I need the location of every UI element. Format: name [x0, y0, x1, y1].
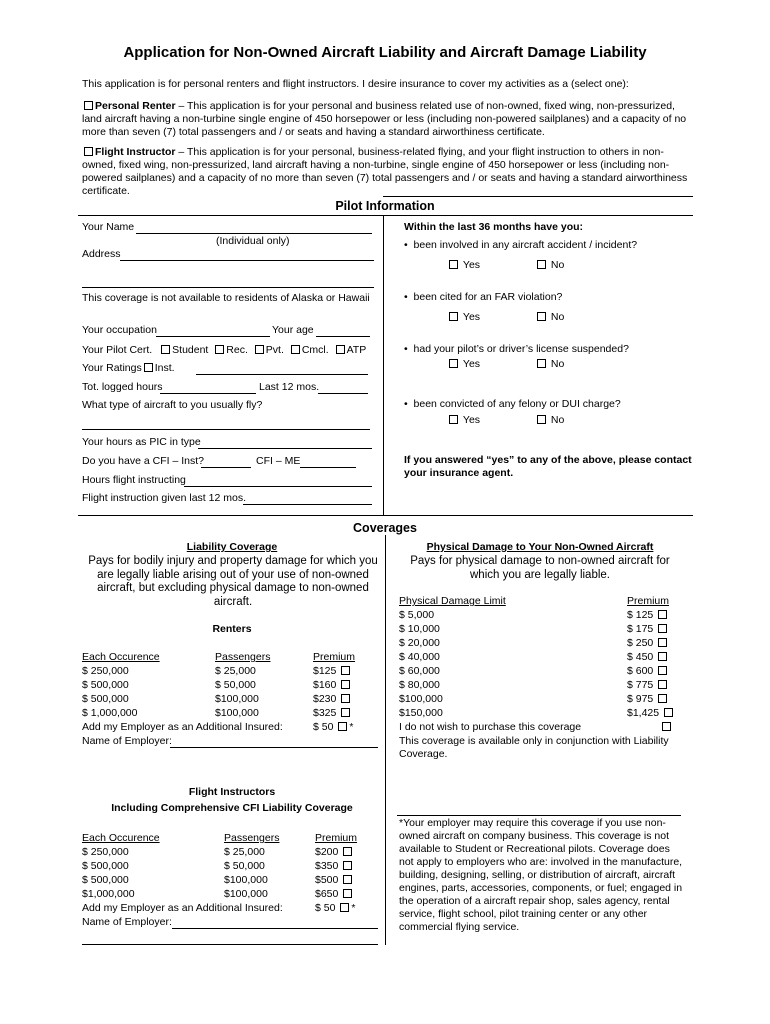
- no-label: No: [550, 311, 565, 323]
- renters-occurrence: $ 250,000: [82, 665, 129, 677]
- physical-limit: $ 40,000: [399, 651, 440, 663]
- renters-passengers: $ 25,000: [215, 665, 256, 677]
- address-label: Address: [82, 248, 121, 260]
- instructors-employer-name-label: Name of Employer:: [82, 916, 172, 928]
- instructors-occurrence: $ 500,000: [82, 874, 129, 886]
- question-4-text: been convicted of any felony or DUI charge?: [413, 398, 621, 410]
- personal-renter-option: [82, 100, 692, 139]
- physical-desc: Pays for physical damage to non-owned aircraft for which you are legally liable.: [410, 555, 670, 581]
- no-label: No: [550, 414, 565, 426]
- instructors-occurrence: $1,000,000: [82, 888, 135, 900]
- last12-label: Last 12 mos.: [259, 381, 320, 393]
- divider: [78, 515, 693, 516]
- footnote: *Your employer may require this coverage if you use non-owned aircraft on company business. This coverage is not available to Student or Recreational pilots. Coverage does not apply to employers who are: involved in the manufacture, building, designing, selling, or distribution of aircraft, aircraft engines, parts, accessories, components, or fuel; engaged in the operation of a aircraft repair shop, sales agency, rental service, flight school, pilot training center or any other commercial flying service.: [399, 817, 683, 933]
- flight-instructor-option: [82, 146, 692, 198]
- physical-limit: $ 20,000: [399, 637, 440, 649]
- physical-limit: $ 80,000: [399, 679, 440, 691]
- logged-hours-label: Tot. logged hours: [82, 381, 163, 393]
- cert-cmcl-label: Cmcl.: [301, 344, 329, 356]
- renters-employer-checkbox[interactable]: [338, 722, 347, 731]
- individual-only-note: (Individual only): [216, 235, 290, 247]
- q1-yes-checkbox[interactable]: [449, 260, 458, 269]
- instructors-premium: $650: [315, 888, 339, 900]
- instructors-passengers: $ 50,000: [224, 860, 265, 872]
- ratings-field[interactable]: [196, 362, 368, 375]
- q3-no-checkbox[interactable]: [537, 359, 546, 368]
- physical-premium: $ 250: [627, 637, 654, 649]
- occupation-label: Your occupation: [82, 324, 157, 336]
- physical-header-limit: Physical Damage Limit: [399, 595, 506, 607]
- q2-yes[interactable]: [447, 311, 480, 324]
- page-title: Application for Non-Owned Aircraft Liability and Aircraft Damage Liability: [123, 44, 647, 61]
- yes-label: Yes: [462, 414, 481, 426]
- renters-option-checkbox[interactable]: [341, 708, 350, 717]
- physical-premium: $ 450: [627, 651, 654, 663]
- physical-limit: $ 5,000: [399, 609, 435, 621]
- question-1: [404, 239, 637, 252]
- physical-premium: $ 975: [627, 693, 654, 705]
- physical-option-checkbox[interactable]: [658, 652, 667, 661]
- liability-title: Liability Coverage: [186, 541, 278, 553]
- bullet: •: [404, 343, 408, 355]
- cert-cmcl-checkbox[interactable]: [291, 345, 300, 354]
- divider: [78, 215, 693, 216]
- instructors-employer-premium: $ 50: [315, 902, 336, 914]
- instructors-employer-name-field-2[interactable]: [82, 932, 378, 945]
- renters-employer-name-field[interactable]: [170, 735, 378, 748]
- instructors-occurrence: $ 500,000: [82, 860, 129, 872]
- renters-occurrence: $ 1,000,000: [82, 707, 138, 719]
- divider: [383, 215, 384, 515]
- hours-instructing-field[interactable]: [184, 474, 372, 487]
- renters-premium: $230: [313, 693, 337, 705]
- flight-instructor-text: – This application is for your personal, business-related flying, and your flight instruction to others in non-owned, fixed wing, non-pressurized, land aircraft having a non-turbine, single engine of 450 horsepower or less (including non-powered sailplanes) and a capacity of no more than seven (7) total passengers and / or seats and having a standard airworthiness certificate.: [82, 146, 688, 197]
- q4-yes[interactable]: [447, 414, 480, 427]
- address-field-2[interactable]: [82, 275, 374, 288]
- liability-desc: Pays for bodily injury and property damage for which you are legally liable arising out of your use of non-owned aircraft, but excluding physical damage to non-owned aircraft.: [88, 555, 378, 608]
- instructors-title: Flight Instructors: [188, 786, 276, 798]
- hours-instructing-label: Hours flight instructing: [82, 474, 186, 486]
- cert-pvt-label: Pvt.: [265, 344, 284, 356]
- instructors-header-passengers: Passengers: [224, 832, 280, 844]
- divider: [397, 815, 681, 816]
- intro-text: This application is for personal renters and flight instructors. I desire insurance to cover my activities as a (select one):: [82, 78, 629, 90]
- pilot-cert-row: [82, 344, 366, 357]
- inst-checkbox[interactable]: [144, 363, 153, 372]
- physical-limit: $ 10,000: [399, 623, 440, 635]
- renters-occurrence: $ 500,000: [82, 693, 129, 705]
- question-4: [404, 398, 621, 411]
- question-2-text: been cited for an FAR violation?: [413, 291, 563, 303]
- divider: [385, 535, 386, 945]
- personal-renter-label: Personal Renter: [95, 100, 176, 112]
- ratings-row: [82, 362, 175, 375]
- physical-option-checkbox[interactable]: [658, 680, 667, 689]
- renters-title: Renters: [212, 623, 252, 635]
- no-label: No: [550, 259, 565, 271]
- alaska-note: This coverage is not available to residents of Alaska or Hawaii: [82, 292, 370, 304]
- bullet: •: [404, 239, 408, 251]
- cfi-me-label: CFI – ME: [256, 455, 301, 467]
- ratings-label: Your Ratings: [82, 362, 142, 374]
- instructors-passengers: $100,000: [224, 874, 268, 886]
- yes-label: Yes: [462, 259, 481, 271]
- instruction-12-label: Flight instruction given last 12 mos.: [82, 492, 246, 504]
- instructors-occurrence: $ 250,000: [82, 846, 129, 858]
- divider: [383, 196, 693, 197]
- renters-option-checkbox[interactable]: [341, 680, 350, 689]
- question-2: [404, 291, 562, 304]
- instructors-employer-checkbox[interactable]: [340, 903, 349, 912]
- physical-option-checkbox[interactable]: [658, 638, 667, 647]
- renters-premium: $160: [313, 679, 337, 691]
- renters-premium: $325: [313, 707, 337, 719]
- instructors-employer-line: Add my Employer as an Additional Insured:: [82, 902, 283, 914]
- instruction-12-field[interactable]: [243, 492, 372, 505]
- renters-header-premium: Premium: [313, 651, 356, 663]
- age-label: Your age: [272, 324, 314, 336]
- flight-instructor-checkbox[interactable]: [84, 147, 93, 156]
- renters-premium: $125: [313, 665, 337, 677]
- renters-passengers: $100,000: [215, 707, 259, 719]
- physical-limit: $150,000: [399, 707, 443, 719]
- renters-passengers: $ 50,000: [215, 679, 256, 691]
- renters-option-checkbox[interactable]: [341, 666, 350, 675]
- cert-atp-checkbox[interactable]: [336, 345, 345, 354]
- pilot-cert-label: Your Pilot Cert.: [82, 344, 153, 356]
- instructors-premium: $350: [315, 860, 339, 872]
- instructors-header-occurrence: Each Occurence: [82, 832, 160, 844]
- physical-premium: $ 125: [627, 609, 654, 621]
- q4-no-checkbox[interactable]: [537, 415, 546, 424]
- q2-no-checkbox[interactable]: [537, 312, 546, 321]
- aircraft-type-field[interactable]: [82, 417, 370, 430]
- instructors-premium: $200: [315, 846, 339, 858]
- aircraft-type-label: What type of aircraft to you usually fly?: [82, 399, 263, 411]
- instructors-option-checkbox[interactable]: [343, 861, 352, 870]
- personal-renter-checkbox[interactable]: [84, 101, 93, 110]
- cert-student-label: Student: [172, 344, 209, 356]
- physical-option-checkbox[interactable]: [658, 694, 667, 703]
- renters-option-checkbox[interactable]: [341, 694, 350, 703]
- physical-option-checkbox[interactable]: [658, 624, 667, 633]
- physical-header-premium: Premium: [627, 595, 670, 607]
- renters-passengers: $100,000: [215, 693, 259, 705]
- cert-rec-checkbox[interactable]: [215, 345, 224, 354]
- instructors-employer-name-field[interactable]: [172, 916, 378, 929]
- occupation-field[interactable]: [156, 324, 270, 337]
- q1-no[interactable]: [535, 259, 564, 272]
- no-label: No: [550, 358, 565, 370]
- instructors-passengers: $ 25,000: [224, 846, 265, 858]
- cfi-inst-label: Do you have a CFI – Inst?: [82, 455, 204, 467]
- question-1-text: been involved in any aircraft accident / incident?: [413, 239, 638, 251]
- q2-yes-checkbox[interactable]: [449, 312, 458, 321]
- physical-decline-checkbox[interactable]: [662, 722, 671, 731]
- your-name-label: Your Name: [82, 221, 135, 233]
- q4-yes-checkbox[interactable]: [449, 415, 458, 424]
- renters-header-occurrence: Each Occurence: [82, 651, 160, 663]
- physical-premium: $ 775: [627, 679, 654, 691]
- physical-premium: $ 175: [627, 623, 654, 635]
- asterisk: *: [349, 721, 354, 733]
- renters-occurrence: $ 500,000: [82, 679, 129, 691]
- q3-no[interactable]: [535, 358, 564, 371]
- physical-premium: $1,425: [627, 707, 660, 719]
- cert-student-checkbox[interactable]: [161, 345, 170, 354]
- renters-employer-premium: $ 50: [313, 721, 334, 733]
- physical-decline-label: I do not wish to purchase this coverage: [399, 721, 582, 733]
- physical-limit: $100,000: [399, 693, 443, 705]
- q3-yes[interactable]: [447, 358, 480, 371]
- yes-label: Yes: [462, 311, 481, 323]
- hours-pic-label: Your hours as PIC in type: [82, 436, 201, 448]
- physical-option-checkbox[interactable]: [658, 610, 667, 619]
- yes-label: Yes: [462, 358, 481, 370]
- instructors-subtitle: Including Comprehensive CFI Liability Coverage: [111, 802, 353, 814]
- q2-no[interactable]: [535, 311, 564, 324]
- cert-rec-label: Rec.: [226, 344, 248, 356]
- physical-option-checkbox[interactable]: [658, 666, 667, 675]
- hours-pic-field[interactable]: [198, 436, 372, 449]
- q1-yes[interactable]: [447, 259, 480, 272]
- age-field[interactable]: [316, 324, 370, 337]
- physical-limit: $ 60,000: [399, 665, 440, 677]
- questions-heading: Within the last 36 months have you:: [404, 221, 584, 233]
- logged-hours-field[interactable]: [160, 381, 256, 394]
- instructors-option-checkbox[interactable]: [343, 847, 352, 856]
- bullet: •: [404, 291, 408, 303]
- cert-pvt-checkbox[interactable]: [255, 345, 264, 354]
- q3-yes-checkbox[interactable]: [449, 359, 458, 368]
- your-name-field[interactable]: [136, 221, 372, 234]
- cfi-inst-field[interactable]: [201, 455, 251, 468]
- last12-field[interactable]: [318, 381, 368, 394]
- renters-employer-line: Add my Employer as an Additional Insured:: [82, 721, 283, 733]
- physical-title: Physical Damage to Your Non-Owned Aircraft: [426, 541, 654, 553]
- inst-label: Inst.: [154, 362, 175, 374]
- cert-atp-label: ATP: [346, 344, 367, 356]
- physical-note: This coverage is available only in conjunction with Liability Coverage.: [399, 735, 669, 760]
- question-3-text: had your pilot’s or driver’s license suspended?: [413, 343, 629, 355]
- renters-employer-name-label: Name of Employer:: [82, 735, 172, 747]
- personal-renter-text: – This application is for your personal and business related use of non-owned, fixed wing, non-pressurized, land aircraft having a non-turbine single engine of 450 horsepower or less (including non-powered sailplanes) and a capacity of no more than seven (7) total passengers and / or seats and having a standard airworthiness certificate.: [82, 100, 687, 138]
- flight-instructor-label: Flight Instructor: [95, 146, 176, 158]
- pilot-info-heading: Pilot Information: [335, 199, 435, 213]
- asterisk: *: [351, 902, 356, 914]
- instructors-premium: $500: [315, 874, 339, 886]
- instructors-header-premium: Premium: [315, 832, 358, 844]
- renters-header-passengers: Passengers: [215, 651, 271, 663]
- coverages-heading: Coverages: [353, 521, 417, 535]
- bullet: •: [404, 398, 408, 410]
- physical-option-checkbox[interactable]: [664, 708, 673, 717]
- cfi-me-field[interactable]: [300, 455, 356, 468]
- question-3: [404, 343, 629, 356]
- instructors-passengers: $100,000: [224, 888, 268, 900]
- physical-premium: $ 600: [627, 665, 654, 677]
- instructors-option-checkbox[interactable]: [343, 889, 352, 898]
- q1-no-checkbox[interactable]: [537, 260, 546, 269]
- address-field[interactable]: [120, 248, 374, 261]
- instructors-option-checkbox[interactable]: [343, 875, 352, 884]
- q4-no[interactable]: [535, 414, 564, 427]
- yes-answer-note: If you answered “yes” to any of the above, please contact your insurance agent.: [404, 454, 692, 479]
